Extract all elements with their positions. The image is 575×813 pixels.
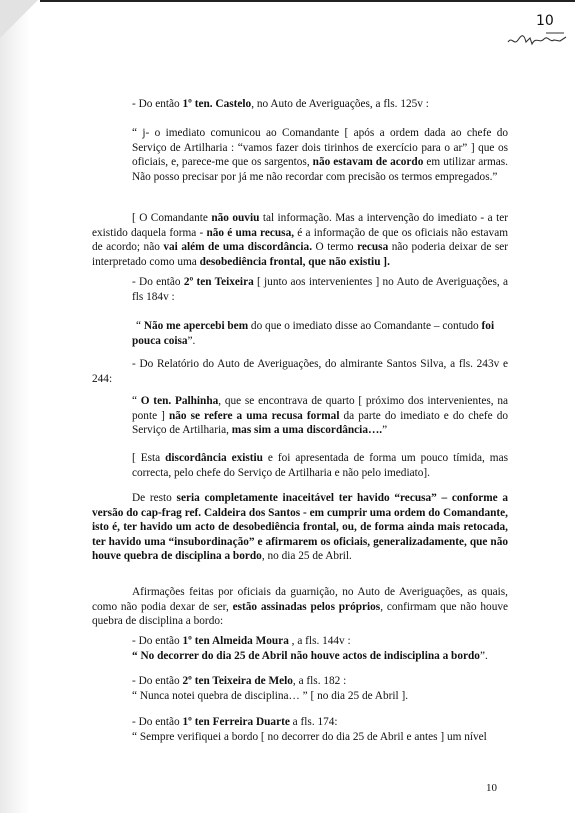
citation-castelo: - Do então 1º ten. Castelo, no Auto de Averiguações, a fls. 125v : bbox=[132, 98, 429, 110]
quote-castelo: “ j- o imediato comunicou ao Comandante [ após a ordem dada ao chefe do Serviço de Artilharia : “vamos fazer dois tirinhos de exercício para o ar” ] que os oficiais, e, parece-me que os sargentos, não estavam de acordo em utilizar armas. Não posso precisar por já me não recordar com precisão os termos empregados.” bbox=[132, 127, 508, 183]
citation-teixeira-de-melo: - Do então 2º ten Teixeira de Melo, a fls. 182 : “ Nunca notei quebra de disciplina… ” [ no dia 25 de Abril ]. bbox=[132, 675, 409, 702]
page-corner-fold bbox=[0, 0, 38, 38]
page-number: 10 bbox=[486, 782, 497, 794]
commentary-discordancia: [ Esta discordância existiu e foi apresentada de forma um pouco tímida, mas correcta, pelo chefe do Serviço de Artilharia e não pelo imediato]. bbox=[132, 452, 508, 479]
quote-palhinha: “ O ten. Palhinha, que se encontrava de quarto [ próximo dos intervenientes, na ponte ] não se refere a uma recusa formal da parte do imediato e do chefe do Serviço de Artilharia, mas sim a uma discordância….” bbox=[132, 395, 508, 436]
quote-teixeira: “ Não me apercebi bem do que o imediato disse ao Comandante – contudo foi pouca coisa”. bbox=[132, 320, 495, 347]
afirmacoes-paragraph: Afirmações feitas por oficiais da guarnição, no Auto de Averiguações, as quais, como não podia dexar de ser, estão assinadas pelos próprios, confirmam que não houve quebra de disciplina a bordo: bbox=[92, 586, 509, 627]
page-top-edge bbox=[40, 0, 575, 9]
argument-paragraph: De resto seria completamente inaceitável ter havido “recusa” – conforme a versão do cap-frag ref. Caldeira dos Santos - em cumprir uma ordem do Comandante, isto é, ter havido um acto de desobediência frontal, ou, de forma ainda mais retocada, ter havido uma “insubordinação” e afirmarem os oficiais, generalizadamente, que não houve quebra de disciplina a bordo, no dia 25 de Abril. bbox=[92, 492, 509, 562]
citation-teixeira: - Do então 2º ten Teixeira [ junto aos intervenientes ] no Auto de Averiguações, a fls 184v : bbox=[132, 276, 508, 303]
citation-almeida-moura: - Do então 1º ten Almeida Moura , a fls. 144v : “ No decorrer do dia 25 de Abril não houve actos de indisciplina a bordo”. bbox=[132, 635, 488, 662]
citation-ferreira-duarte: - Do então 1º ten Ferreira Duarte a fls. 174: “ Sempre verifiquei a bordo [ no decorrer do dia 25 de Abril e antes ] um nível bbox=[132, 716, 487, 743]
handwritten-page-number: 10 bbox=[536, 13, 554, 29]
commentary-comandante: [ O Comandante não ouviu tal informação. Mas a intervenção do imediato - a ter existido daquela forma - não é uma recusa, é a informação de que os oficiais não estavam de acordo; não vai além de uma discordância. O termo recusa não poderia deixar de ser interpretado como uma desobediência frontal, que não existiu ]. bbox=[92, 212, 509, 268]
handwritten-initials bbox=[506, 30, 568, 48]
citation-relatorio: - Do Relatório do Auto de Averiguações, do almirante Santos Silva, a fls. 243v e 244: bbox=[92, 358, 508, 385]
scan-shadow bbox=[0, 0, 30, 813]
